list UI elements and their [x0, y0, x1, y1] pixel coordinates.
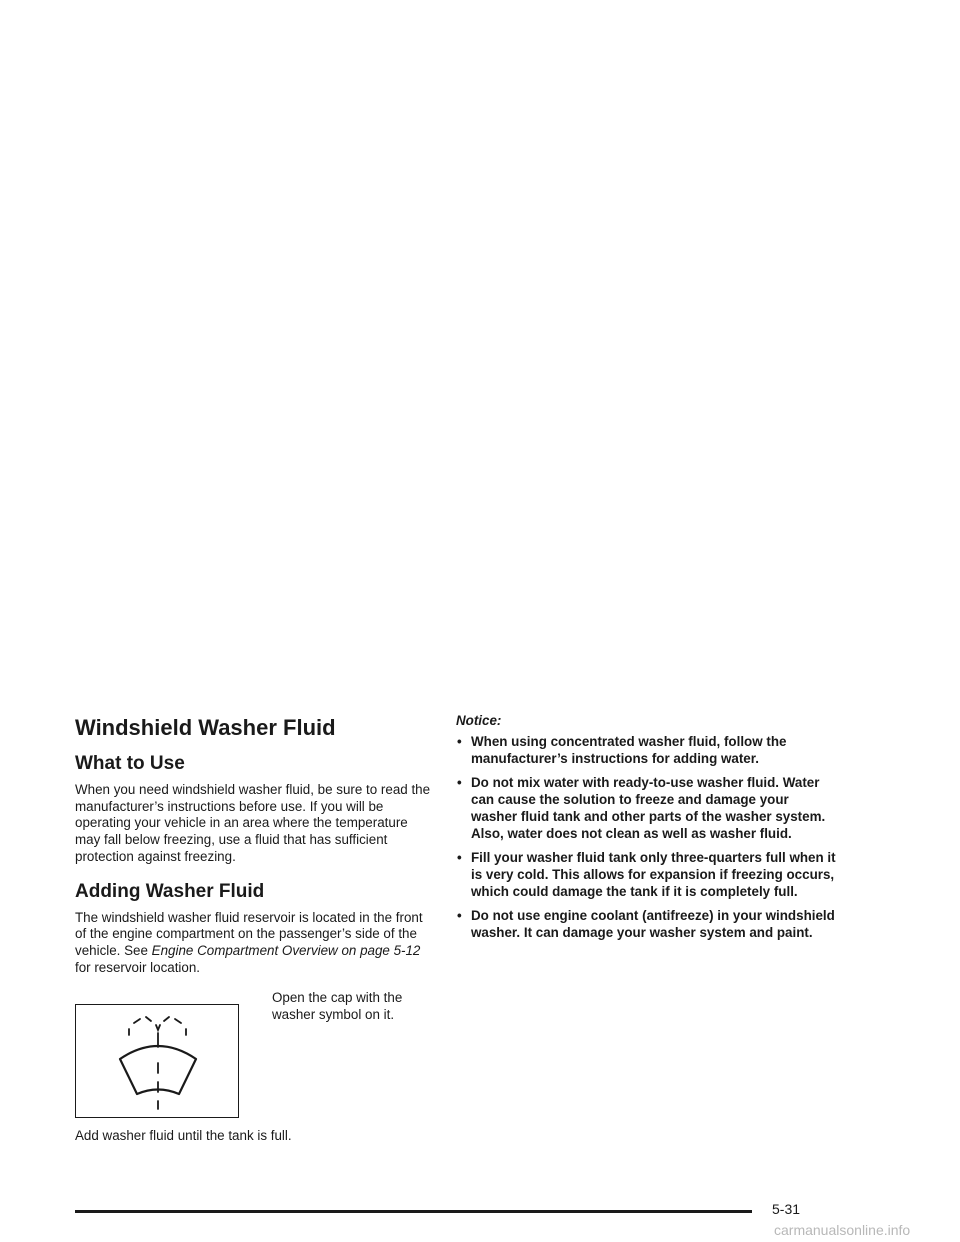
notice-item: [456, 908, 836, 941]
adding-washer-fluid-heading: Adding Washer Fluid: [75, 880, 265, 902]
bullet: •: [457, 908, 462, 924]
notice-item: [456, 775, 836, 842]
adding-body-text-end: for reservoir location.: [75, 959, 201, 975]
notice-list: [456, 734, 836, 942]
section-title: Windshield Washer Fluid: [75, 715, 336, 740]
watermark: carmanualsonline.info: [774, 1222, 911, 1238]
adding-washer-fluid-body: [75, 910, 435, 977]
page-number: 5-31: [772, 1201, 801, 1217]
washer-figure-row: [75, 990, 435, 1130]
right-column: [456, 712, 836, 950]
notice-item-text: When using concentrated washer fluid, follow the manufacturer’s instructions for adding water.: [471, 734, 787, 766]
notice-item-text: Fill your washer fluid tank only three-quarters full when it is very cold. This allows for expansion if freezing occurs, which could damage the tank if it is completely full.: [471, 850, 836, 899]
washer-symbol-icon: [76, 1005, 237, 1116]
notice-label: Notice:: [456, 713, 502, 728]
bullet: •: [457, 734, 462, 749]
notice-item-text: Do not mix water with ready-to-use washer fluid. Water can cause the solution to freeze and damage your washer fluid tank and other parts of the washer system. Also, water does not clean as well as washer fluid.: [471, 775, 826, 841]
what-to-use-body: When you need windshield washer fluid, be sure to read the manufacturer’s instructions before use. If you will be operating your vehicle in an area where the temperature may fall below freezing, use a fluid that has sufficient protection against freezing.: [75, 782, 431, 864]
bullet: •: [457, 775, 462, 791]
add-fluid-instruction: Add washer fluid until the tank is full.: [75, 1128, 292, 1143]
notice-item: [456, 850, 836, 900]
engine-compartment-reference-link[interactable]: Engine Compartment Overview on page 5-12: [151, 942, 421, 958]
footer-rule: [75, 1210, 752, 1213]
left-column: [75, 714, 435, 1143]
notice-item-text: Do not use engine coolant (antifreeze) in your windshield washer. It can damage your washer system and paint.: [471, 908, 835, 941]
what-to-use-heading: What to Use: [75, 753, 185, 774]
washer-figure: [75, 1004, 239, 1118]
notice-item: [456, 734, 836, 767]
adding-body-text: The windshield washer fluid reservoir is located in the front of the engine compartment on the passenger’s side of the vehicle. See: [75, 909, 423, 958]
figure-caption: Open the cap with the washer symbol on it.: [272, 990, 403, 1023]
bullet: •: [457, 850, 462, 866]
